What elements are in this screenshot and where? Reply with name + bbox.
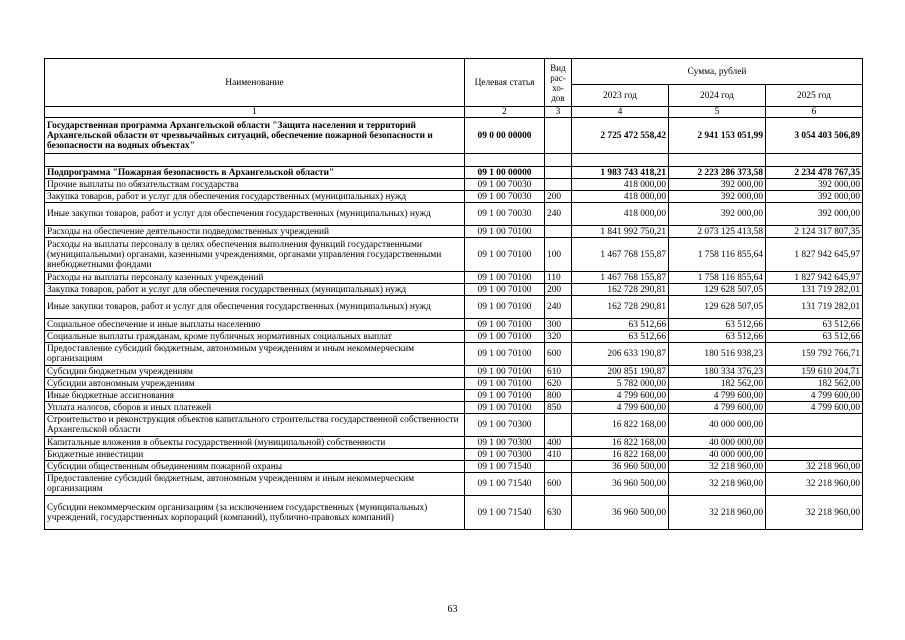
row-sum-2025: 32 218 960,00 <box>766 461 863 473</box>
table-row <box>45 319 863 331</box>
row-target-code: 09 1 00 71540 <box>465 461 545 473</box>
row-expense-type: 620 <box>545 378 572 390</box>
row-target-code: 09 0 00 00000 <box>465 118 545 154</box>
row-name: Социальное обеспечение и иные выплаты населению <box>45 319 465 331</box>
header-name: Наименование <box>45 59 465 107</box>
row-target-code: 09 1 00 70100 <box>465 366 545 378</box>
row-sum-2024: 40 000 000,00 <box>669 414 766 437</box>
row-name: Уплата налогов, сборов и иных платежей <box>45 402 465 414</box>
table-row <box>45 296 863 319</box>
row-sum-2023: 418 000,00 <box>572 179 669 191</box>
row-target-code: 09 1 00 70100 <box>465 390 545 402</box>
table-body <box>45 118 863 530</box>
row-name: Иные бюджетные ассигнования <box>45 390 465 402</box>
row-sum-2025: 4 799 600,00 <box>766 390 863 402</box>
row-expense-type: 410 <box>545 449 572 461</box>
row-sum-2023: 16 822 168,00 <box>572 449 669 461</box>
row-sum-2024: 2 223 286 373,58 <box>669 167 766 179</box>
row-sum-2024: 32 218 960,00 <box>669 496 766 530</box>
row-sum-2023: 1 841 992 750,21 <box>572 226 669 238</box>
row-name: Предоставление субсидий бюджетным, автономным учреждениям и иным некоммерческим организациям <box>45 343 465 366</box>
row-sum-2025: 182 562,00 <box>766 378 863 390</box>
row-sum-2025 <box>766 414 863 437</box>
row-target-code: 09 1 00 70300 <box>465 449 545 461</box>
row-target-code: 09 1 00 71540 <box>465 496 545 530</box>
row-sum-2023: 2 725 472 558,42 <box>572 118 669 154</box>
table-row <box>45 203 863 226</box>
table-row <box>45 284 863 296</box>
row-expense-type <box>545 154 572 167</box>
row-sum-2025: 392 000,00 <box>766 179 863 191</box>
spacer-row <box>45 154 863 167</box>
header-expense-type: Вид рас-хо-дов <box>545 59 572 107</box>
col-number-4: 4 <box>572 107 669 118</box>
row-sum-2025: 2 124 317 807,35 <box>766 226 863 238</box>
row-name: Субсидии общественным объединениям пожарной охраны <box>45 461 465 473</box>
row-target-code: 09 1 00 70100 <box>465 272 545 284</box>
row-name: Бюджетные инвестиции <box>45 449 465 461</box>
row-sum-2023: 1 467 768 155,87 <box>572 272 669 284</box>
row-name: Иные закупки товаров, работ и услуг для обеспечения государственных (муниципальных) нужд <box>45 296 465 319</box>
row-sum-2023: 418 000,00 <box>572 203 669 226</box>
row-sum-2024: 32 218 960,00 <box>669 473 766 496</box>
row-sum-2024: 2 073 125 413,58 <box>669 226 766 238</box>
row-sum-2023: 1 983 743 418,21 <box>572 167 669 179</box>
table-row <box>45 461 863 473</box>
row-sum-2025: 4 799 600,00 <box>766 402 863 414</box>
row-expense-type: 630 <box>545 496 572 530</box>
row-sum-2023: 4 799 600,00 <box>572 390 669 402</box>
row-expense-type: 600 <box>545 473 572 496</box>
row-sum-2025 <box>766 449 863 461</box>
table-row <box>45 167 863 179</box>
row-expense-type <box>545 118 572 154</box>
row-name: Социальные выплаты гражданам, кроме публичных нормативных социальных выплат <box>45 331 465 343</box>
row-sum-2025: 159 792 766,71 <box>766 343 863 366</box>
row-expense-type: 610 <box>545 366 572 378</box>
row-sum-2024: 129 628 507,05 <box>669 284 766 296</box>
row-expense-type: 200 <box>545 284 572 296</box>
row-sum-2023: 36 960 500,00 <box>572 461 669 473</box>
table-row <box>45 191 863 203</box>
row-sum-2024: 392 000,00 <box>669 179 766 191</box>
row-sum-2023: 1 467 768 155,87 <box>572 238 669 272</box>
row-sum-2025: 392 000,00 <box>766 203 863 226</box>
row-sum-2025: 63 512,66 <box>766 319 863 331</box>
table-row <box>45 272 863 284</box>
row-sum-2025 <box>766 154 863 167</box>
row-name: Строительство и реконструкция объектов капитального строительства государственной собственности Архангельской области <box>45 414 465 437</box>
row-name <box>45 284 465 296</box>
row-sum-2025 <box>766 437 863 449</box>
row-sum-2024: 392 000,00 <box>669 203 766 226</box>
header-sum: Сумма, рублей <box>572 59 863 85</box>
row-target-code: 09 1 00 70100 <box>465 296 545 319</box>
row-sum-2023: 63 512,66 <box>572 331 669 343</box>
table-row <box>45 473 863 496</box>
row-expense-type: 320 <box>545 331 572 343</box>
row-expense-type: 200 <box>545 191 572 203</box>
row-name: Расходы на выплаты персоналу в целях обеспечения выполнения функций государственными (муниципальными) органами, казенными учреждениями, органами управления государственными внебюджетными фондами <box>45 238 465 272</box>
table-row <box>45 437 863 449</box>
row-sum-2024: 63 512,66 <box>669 319 766 331</box>
row-sum-2025: 131 719 282,01 <box>766 296 863 319</box>
table-row <box>45 402 863 414</box>
row-expense-type: 600 <box>545 343 572 366</box>
table-row <box>45 390 863 402</box>
table-row <box>45 378 863 390</box>
row-name: Иные закупки товаров, работ и услуг для обеспечения государственных (муниципальных) нужд <box>45 203 465 226</box>
row-target-code: 09 1 00 70100 <box>465 319 545 331</box>
row-sum-2024: 40 000 000,00 <box>669 437 766 449</box>
row-expense-type <box>545 461 572 473</box>
row-sum-2025: 1 827 942 645,97 <box>766 272 863 284</box>
row-sum-2024 <box>669 154 766 167</box>
row-target-code: 09 1 00 70300 <box>465 437 545 449</box>
row-name: Государственная программа Архангельской области "Защита населения и территорий Архангельской области от чрезвычайных ситуаций, обеспечение пожарной безопасности и безопасности на водных объектах" <box>45 118 465 154</box>
row-name: Предоставление субсидий бюджетным, автономным учреждениям и иным некоммерческим организациям <box>45 473 465 496</box>
row-name: Подпрограмма "Пожарная безопасность в Архангельской области" <box>45 167 465 179</box>
row-sum-2023: 16 822 168,00 <box>572 414 669 437</box>
row-sum-2024: 2 941 153 051,99 <box>669 118 766 154</box>
row-target-code: 09 1 00 70300 <box>465 414 545 437</box>
row-sum-2023: 162 728 290,81 <box>572 284 669 296</box>
row-sum-2024: 4 799 600,00 <box>669 390 766 402</box>
row-sum-2023: 206 633 190,87 <box>572 343 669 366</box>
row-sum-2023: 162 728 290,81 <box>572 296 669 319</box>
row-sum-2024: 40 000 000,00 <box>669 449 766 461</box>
row-target-code <box>465 154 545 167</box>
row-name: Субсидии бюджетным учреждениям <box>45 366 465 378</box>
row-expense-type <box>545 167 572 179</box>
row-sum-2024: 32 218 960,00 <box>669 461 766 473</box>
table-row <box>45 226 863 238</box>
table-row <box>45 366 863 378</box>
row-sum-2023 <box>572 154 669 167</box>
table-row <box>45 238 863 272</box>
col-number-2: 2 <box>465 107 545 118</box>
row-sum-2025: 1 827 942 645,97 <box>766 238 863 272</box>
row-sum-2025: 32 218 960,00 <box>766 473 863 496</box>
header-year-2023: 2023 год <box>572 85 669 107</box>
table-row <box>45 179 863 191</box>
row-name-text: Закупка товаров, работ и услуг для обеспечения государственных (муниципальных) нужд <box>47 284 407 295</box>
row-name: Расходы на выплаты персоналу казенных учреждений <box>45 272 465 284</box>
row-sum-2025: 131 719 282,01 <box>766 284 863 296</box>
row-sum-2024: 182 562,00 <box>669 378 766 390</box>
header-target: Целевая статья <box>465 59 545 107</box>
row-expense-type: 100 <box>545 238 572 272</box>
row-sum-2024: 1 758 116 855,64 <box>669 272 766 284</box>
col-number-3: 3 <box>545 107 572 118</box>
row-expense-type: 850 <box>545 402 572 414</box>
row-name: Капитальные вложения в объекты государственной (муниципальной) собственности <box>45 437 465 449</box>
row-sum-2023: 63 512,66 <box>572 319 669 331</box>
col-number-1: 1 <box>45 107 465 118</box>
row-target-code: 09 1 00 70030 <box>465 179 545 191</box>
row-target-code: 09 1 00 00000 <box>465 167 545 179</box>
row-sum-2024: 180 334 376,23 <box>669 366 766 378</box>
row-name: Расходы на обеспечение деятельности подведомственных учреждений <box>45 226 465 238</box>
row-name-text: Закупка товаров, работ и услуг для обеспечения государственных (муниципальных) нужд <box>47 191 407 202</box>
table-row <box>45 118 863 154</box>
row-name <box>45 154 465 167</box>
row-sum-2023: 418 000,00 <box>572 191 669 203</box>
row-target-code: 09 1 00 70030 <box>465 191 545 203</box>
row-sum-2023: 36 960 500,00 <box>572 473 669 496</box>
row-target-code: 09 1 00 71540 <box>465 473 545 496</box>
row-sum-2024: 1 758 116 855,64 <box>669 238 766 272</box>
row-expense-type: 110 <box>545 272 572 284</box>
row-sum-2023: 200 851 190,87 <box>572 366 669 378</box>
row-expense-type <box>545 179 572 191</box>
row-sum-2025: 63 512,66 <box>766 331 863 343</box>
row-expense-type <box>545 414 572 437</box>
row-sum-2024: 63 512,66 <box>669 331 766 343</box>
table-row <box>45 496 863 530</box>
row-sum-2025: 159 610 204,71 <box>766 366 863 378</box>
row-target-code: 09 1 00 70100 <box>465 378 545 390</box>
row-expense-type: 800 <box>545 390 572 402</box>
row-name: Субсидии некоммерческим организациям (за исключением государственных (муниципальных) учреждений, государственных корпораций (компаний), публично-правовых компаний) <box>45 496 465 530</box>
row-expense-type: 240 <box>545 203 572 226</box>
table-row <box>45 449 863 461</box>
row-sum-2025: 32 218 960,00 <box>766 496 863 530</box>
header-year-2025: 2025 год <box>766 85 863 107</box>
page-number: 63 <box>447 604 458 615</box>
row-expense-type: 300 <box>545 319 572 331</box>
row-name: Субсидии автономным учреждениям <box>45 378 465 390</box>
row-sum-2024: 392 000,00 <box>669 191 766 203</box>
row-target-code: 09 1 00 70100 <box>465 343 545 366</box>
row-target-code: 09 1 00 70100 <box>465 226 545 238</box>
row-target-code: 09 1 00 70100 <box>465 284 545 296</box>
row-target-code: 09 1 00 70100 <box>465 402 545 414</box>
row-name <box>45 191 465 203</box>
col-number-5: 5 <box>669 107 766 118</box>
row-sum-2024: 129 628 507,05 <box>669 296 766 319</box>
table-row <box>45 414 863 437</box>
row-expense-type: 240 <box>545 296 572 319</box>
row-expense-type <box>545 226 572 238</box>
header-year-2024: 2024 год <box>669 85 766 107</box>
row-target-code: 09 1 00 70030 <box>465 203 545 226</box>
row-sum-2025: 3 054 403 506,89 <box>766 118 863 154</box>
col-number-6: 6 <box>766 107 863 118</box>
row-target-code: 09 1 00 70100 <box>465 238 545 272</box>
row-sum-2023: 16 822 168,00 <box>572 437 669 449</box>
row-name: Прочие выплаты по обязательствам государства <box>45 179 465 191</box>
row-sum-2025: 392 000,00 <box>766 191 863 203</box>
row-sum-2024: 180 516 938,23 <box>669 343 766 366</box>
row-expense-type: 400 <box>545 437 572 449</box>
row-sum-2025: 2 234 478 767,35 <box>766 167 863 179</box>
row-sum-2024: 4 799 600,00 <box>669 402 766 414</box>
row-sum-2023: 4 799 600,00 <box>572 402 669 414</box>
table-row <box>45 331 863 343</box>
row-sum-2023: 5 782 000,00 <box>572 378 669 390</box>
row-target-code: 09 1 00 70100 <box>465 331 545 343</box>
budget-table <box>44 58 863 530</box>
row-sum-2023: 36 960 500,00 <box>572 496 669 530</box>
table-row <box>45 343 863 366</box>
